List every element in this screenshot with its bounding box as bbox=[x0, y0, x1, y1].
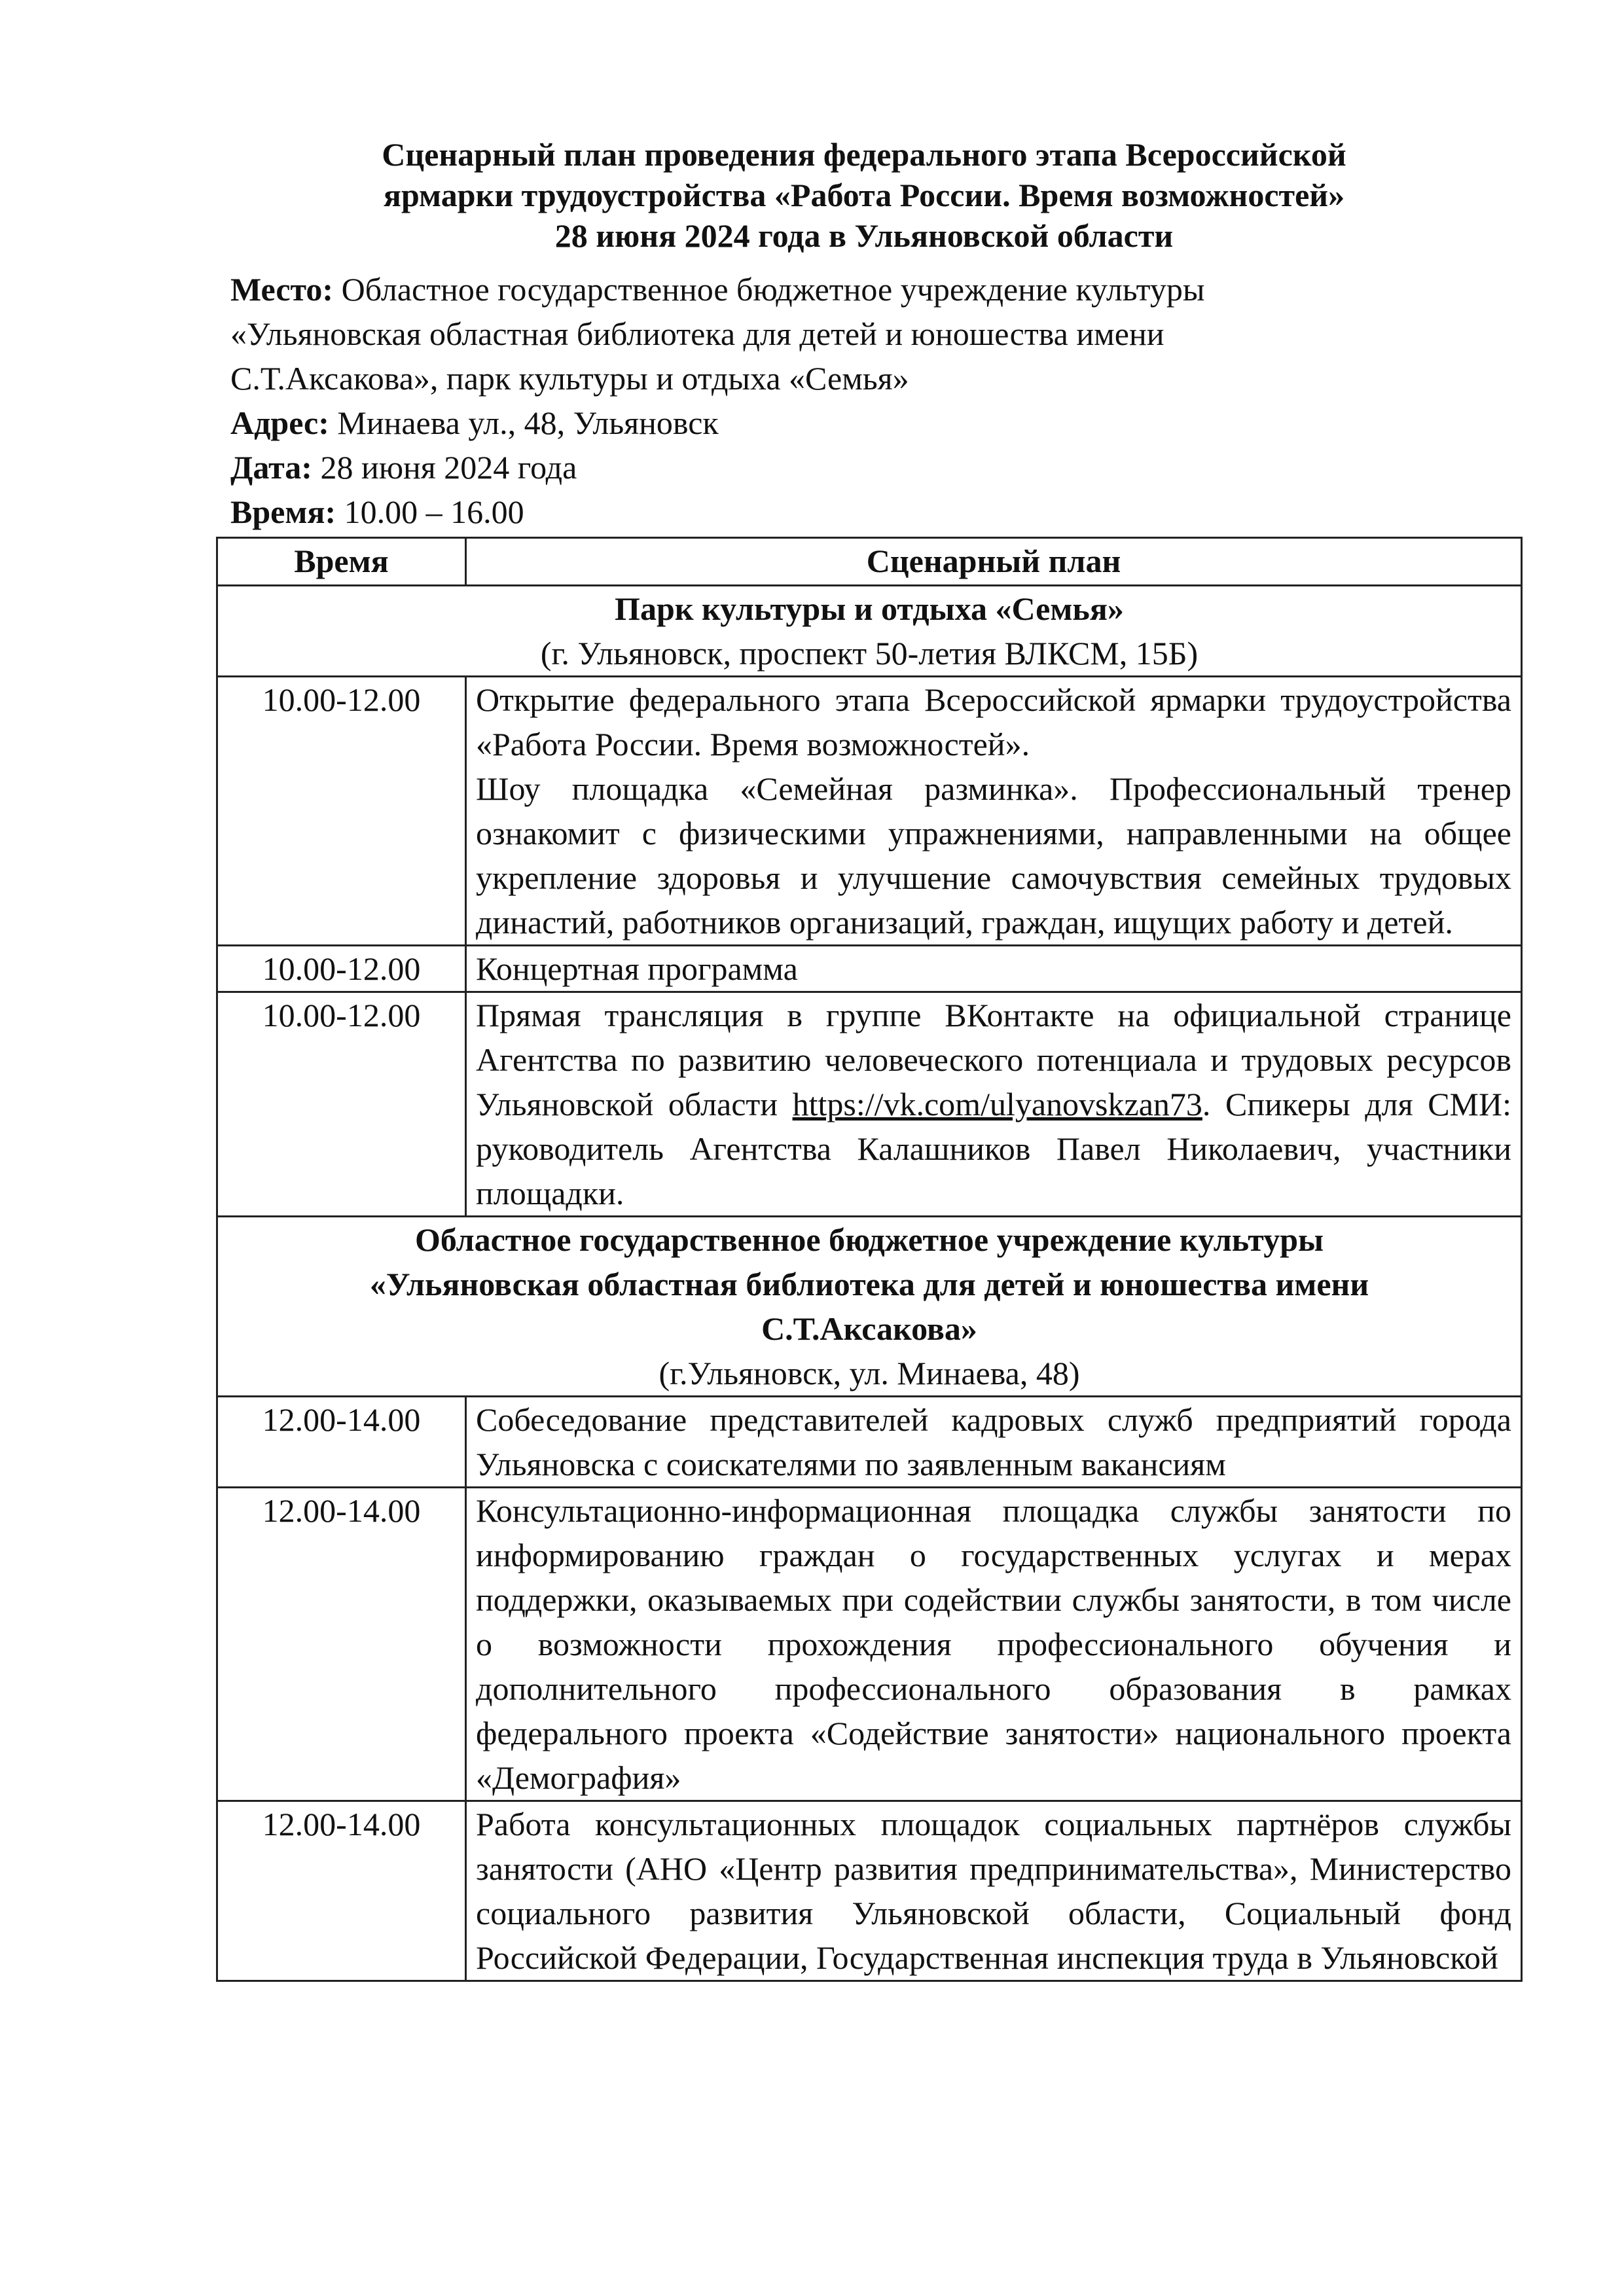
place-label: Место: bbox=[230, 271, 334, 308]
table-row bbox=[217, 1488, 1522, 1801]
row-text: Открытие федерального этапа Всероссийской ярмарки трудоустройства «Работа России. Время возможностей». bbox=[476, 681, 1511, 762]
row-text: . Спикеры для СМИ: руководитель Агентства Калашников Павел Николаевич, участники площадки. bbox=[476, 1086, 1511, 1211]
vk-link[interactable]: https://vk.com/ulyanovskzan73 bbox=[792, 1086, 1202, 1122]
address-value: Минаева ул., 48, Ульяновск bbox=[337, 404, 719, 441]
row-description: Работа консультационных площадок социальных партнёров службы занятости (АНО «Центр развития предпринимательства», Министерство социального развития Ульяновской области, Социальный фонд Российской Федерации, Государственная инспекция труда в Ульяновской bbox=[466, 1801, 1522, 1981]
row-description bbox=[466, 992, 1522, 1217]
table-row bbox=[217, 992, 1522, 1217]
time-label: Время: bbox=[230, 493, 336, 530]
date-value: 28 июня 2024 года bbox=[320, 449, 577, 486]
place-line: «Ульяновская областная библиотека для детей и юношества имени bbox=[230, 315, 1164, 352]
schedule-table bbox=[216, 537, 1523, 1982]
date-label: Дата: bbox=[230, 449, 312, 486]
row-time: 10.00-12.00 bbox=[217, 677, 466, 946]
section-name: Областное государственное бюджетное учреждение культуры bbox=[414, 1221, 1324, 1258]
row-text: Шоу площадка «Семейная разминка». Профессиональный тренер ознакомит с физическими упражнениями, направленными на общее укрепление здоровья и улучшение самочувствия семейных трудовых династий, работников организаций, граждан, ищущих работу и детей. bbox=[476, 770, 1511, 941]
title-line: 28 июня 2024 года в Ульяновской области bbox=[554, 217, 1174, 254]
place-value: Областное государственное бюджетное учреждение культуры bbox=[341, 271, 1205, 308]
header-plan: Сценарный план bbox=[466, 538, 1522, 586]
row-description bbox=[466, 677, 1522, 946]
row-time: 12.00-14.00 bbox=[217, 1801, 466, 1981]
date-line bbox=[230, 445, 1526, 490]
title-line: ярмарки трудоустройства «Работа России. Время возможностей» bbox=[383, 177, 1345, 213]
section-library bbox=[217, 1217, 1522, 1397]
table-row bbox=[217, 677, 1522, 946]
section-row bbox=[217, 1217, 1522, 1397]
place-line bbox=[230, 267, 1526, 312]
place-line: С.Т.Аксакова», парк культуры и отдыха «Семья» bbox=[230, 360, 909, 397]
section-address: (г. Ульяновск, проспект 50-летия ВЛКСМ, 15Б) bbox=[540, 635, 1199, 672]
row-description: Консультационно-информационная площадка службы занятости по информированию граждан о государственных услугах и мерах поддержки, оказываемых при содействии службы занятости, в том числе о возможности прохождения профессионального обучения и дополнительного профессионального образования в рамках федерального проекта «Содействие занятости» национального проекта «Демография» bbox=[466, 1488, 1522, 1801]
row-time: 12.00-14.00 bbox=[217, 1488, 466, 1801]
table-row bbox=[217, 1801, 1522, 1981]
header-time: Время bbox=[217, 538, 466, 586]
row-time: 10.00-12.00 bbox=[217, 992, 466, 1217]
section-name: Парк культуры и отдыха «Семья» bbox=[615, 590, 1124, 627]
section-name: С.Т.Аксакова» bbox=[761, 1310, 977, 1347]
section-row bbox=[217, 586, 1522, 677]
section-address: (г.Ульяновск, ул. Минаева, 48) bbox=[659, 1355, 1080, 1391]
row-time: 10.00-12.00 bbox=[217, 946, 466, 992]
section-park bbox=[217, 586, 1522, 677]
row-text: Прямая трансляция в группе ВКонтакте на официальной странице Агентства по развитию человеческого потенциала и трудовых ресурсов Ульяновской области bbox=[476, 997, 1511, 1122]
section-name: «Ульяновская областная библиотека для детей и юношества имени bbox=[369, 1266, 1369, 1302]
row-description: Собеседование представителей кадровых служб предприятий города Ульяновска с соискателями по заявленным вакансиям bbox=[466, 1397, 1522, 1488]
time-line bbox=[230, 490, 1526, 534]
table-row bbox=[217, 1397, 1522, 1488]
table-row bbox=[217, 946, 1522, 992]
address-line bbox=[230, 401, 1526, 445]
time-value: 10.00 – 16.00 bbox=[344, 493, 524, 530]
event-details bbox=[230, 267, 1526, 534]
title-line: Сценарный план проведения федерального этапа Всероссийской bbox=[382, 136, 1346, 173]
row-description: Концертная программа bbox=[466, 946, 1522, 992]
table-header-row bbox=[217, 538, 1522, 586]
document-title bbox=[216, 134, 1512, 256]
row-time: 12.00-14.00 bbox=[217, 1397, 466, 1488]
address-label: Адрес: bbox=[230, 404, 329, 441]
